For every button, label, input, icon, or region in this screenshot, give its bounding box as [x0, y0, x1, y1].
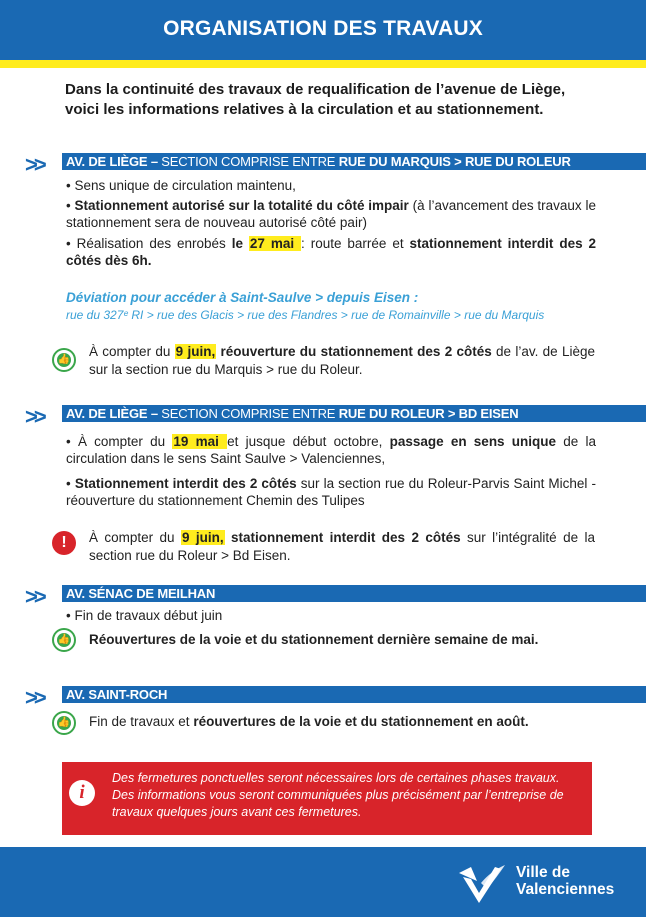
section-arrows-icon: >> — [25, 685, 43, 710]
bullet-end-works: • Fin de travaux début juin — [66, 608, 223, 623]
bullet-bold: stationnement interdit des 2 côtés dès 6h. — [66, 236, 597, 268]
date-highlight: 27 mai — [249, 236, 301, 251]
exclamation-icon: ! — [52, 531, 76, 555]
thumbs-up-glyph: 👍 — [57, 717, 71, 728]
section-text: SECTION COMPRISE ENTRE — [157, 406, 339, 421]
header-accent-bar — [0, 60, 646, 68]
note-rest: de l’av. de Liège sur la section rue du Marquis > rue du Roleur. — [89, 344, 595, 377]
section-header-liege-marquis — [62, 153, 646, 170]
thumbs-up-icon — [52, 711, 76, 735]
thumbs-up-glyph: 👍 — [57, 634, 71, 645]
bullet-mid: : route barrée et — [301, 236, 410, 251]
bullet-bold: Stationnement autorisé sur la totalité du côté impair — [74, 198, 409, 213]
thumbs-up-glyph: 👍 — [57, 354, 71, 365]
note-reopening-senac: Réouvertures de la voie et du stationnement dernière semaine de mai. — [89, 632, 539, 647]
bullet-bold: Stationnement interdit des 2 côtés — [74, 476, 297, 491]
bullet-bold: passage en sens unique — [389, 434, 557, 449]
note-pre: Fin de travaux et — [89, 714, 194, 729]
deviation-route: rue du 327ᵉ RI > rue des Glacis > rue des Flandres > rue de Romainville > rue du Marquis — [66, 308, 545, 322]
section-arrows-icon: >> — [25, 404, 43, 429]
note-bold: réouvertures de la voie et du stationnement en août. — [193, 714, 529, 729]
bullet-parking-forbidden: • Stationnement interdit des 2 côtés sur la section rue du Roleur-Parvis Saint Michel - réouverture du stationnement Chemin des Tulipes — [66, 476, 596, 508]
date-highlight: 9 juin, — [181, 530, 224, 545]
bullet-pre: • Réalisation des enrobés — [66, 236, 232, 251]
bullet-one-way-direction — [66, 433, 596, 467]
section-range: RUE DU ROLEUR > BD EISEN — [338, 406, 519, 421]
bullet-rest: (à l’avancement des travaux le stationnement sera de nouveau autorisé côté pair) — [66, 198, 596, 230]
bullet-rest: sur la section rue du Roleur-Parvis Saint Michel - réouverture du stationnement Chemin des Tulipes — [66, 476, 596, 508]
bullet-mid: et jusque début octobre, — [227, 434, 390, 449]
note-reopening-liege — [89, 343, 595, 379]
info-icon: i — [69, 780, 95, 806]
bullet-le: le — [231, 236, 249, 251]
bullet-pre: • À compter du — [66, 434, 173, 449]
bullet-one-way: • Sens unique de circulation maintenu, — [66, 178, 296, 193]
info-box — [62, 762, 592, 835]
logo-line-2: Valenciennes — [516, 881, 615, 898]
thumbs-up-icon — [52, 628, 76, 652]
section-arrows-icon: >> — [25, 584, 43, 609]
footer — [0, 847, 646, 917]
note-parking-forbidden — [89, 529, 595, 565]
section-header-liege-roleur — [62, 405, 646, 422]
intro-line-1: Dans la continuité des travaux de requalification de l’avenue de Liège, — [65, 81, 566, 98]
note-reopening-saint-roch — [89, 713, 595, 731]
valenciennes-logo-icon — [457, 863, 507, 907]
note-bold: stationnement interdit des 2 côtés — [224, 530, 461, 545]
bullet-rest: de la circulation dans le sens Saint Saulve > Valenciennes, — [66, 434, 596, 466]
note-rest: sur l’intégralité de la section rue du Roleur > Bd Eisen. — [89, 530, 595, 563]
note-pre: À compter du — [89, 344, 175, 359]
bullet-parking-authorized: • Stationnement autorisé sur la totalité du côté impair (à l’avancement des travaux le stationnement sera de nouveau autorisé côté pair) — [66, 198, 596, 230]
thumbs-up-icon — [52, 348, 76, 372]
note-pre: À compter du — [89, 530, 181, 545]
section-street: AV. DE LIÈGE – — [66, 154, 158, 169]
note-bold: réouverture du stationnement des 2 côtés — [216, 344, 492, 359]
deviation-title: Déviation pour accéder à Saint-Saulve > depuis Eisen : — [66, 290, 419, 305]
bullet-paving — [66, 235, 596, 269]
info-text: Des fermetures ponctuelles seront nécessaires lors de certaines phases travaux. Des informations vous seront communiquées plus précisément par l’entreprise de travaux quelques jours avant ces fermetures. — [112, 771, 564, 819]
date-highlight: 19 mai — [173, 434, 227, 449]
section-street: AV. DE LIÈGE – — [66, 406, 158, 421]
page-title: ORGANISATION DES TRAVAUX — [0, 0, 646, 60]
section-range: RUE DU MARQUIS > RUE DU ROLEUR — [338, 154, 571, 169]
logo-text — [516, 864, 614, 898]
date-highlight: 9 juin, — [175, 344, 216, 359]
intro-text — [65, 80, 625, 120]
intro-line-2: voici les informations relatives à la circulation et au stationnement. — [65, 101, 544, 118]
deviation-block — [66, 289, 606, 323]
section-header-senac: AV. SÉNAC DE MEILHAN — [62, 585, 646, 602]
section-text: SECTION COMPRISE ENTRE — [157, 154, 339, 169]
logo-line-1: Ville de — [516, 864, 570, 881]
section-arrows-icon: >> — [25, 152, 43, 177]
section-header-saint-roch: AV. SAINT-ROCH — [62, 686, 646, 703]
